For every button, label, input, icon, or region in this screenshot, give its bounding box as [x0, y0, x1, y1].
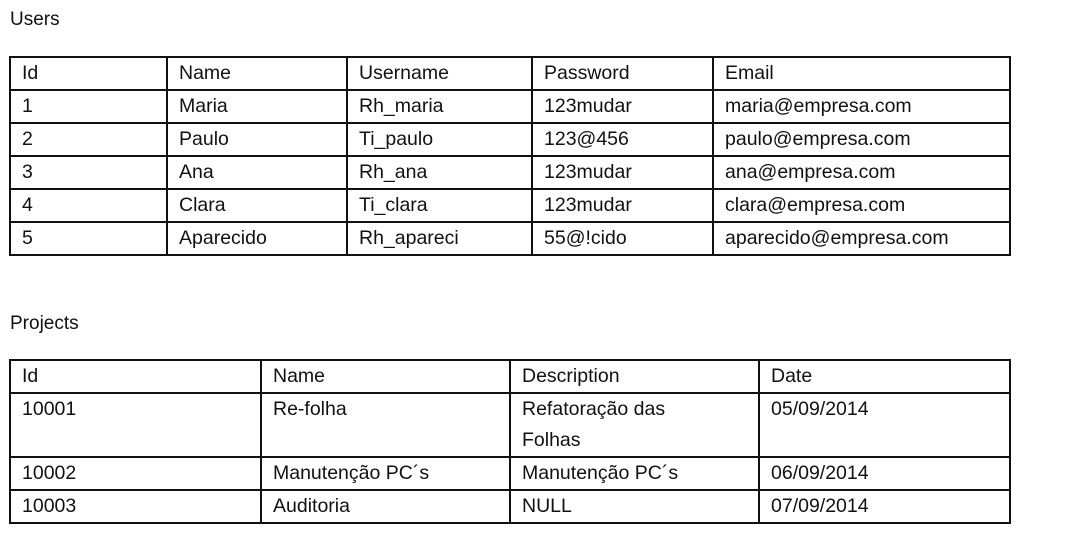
- user-password: 123mudar: [532, 189, 713, 222]
- user-email: paulo@empresa.com: [713, 123, 1010, 156]
- users-header-email: Email: [713, 57, 1010, 90]
- user-name: Maria: [167, 90, 347, 123]
- users-header-username: Username: [347, 57, 532, 90]
- projects-header-row: [10, 360, 1010, 393]
- project-description: NULL: [510, 490, 759, 523]
- table-row: [10, 189, 1010, 222]
- projects-header-name: Name: [261, 360, 510, 393]
- user-email: ana@empresa.com: [713, 156, 1010, 189]
- user-username: Ti_paulo: [347, 123, 532, 156]
- projects-header-description: Description: [510, 360, 759, 393]
- users-header-name: Name: [167, 57, 347, 90]
- user-username: Ti_clara: [347, 189, 532, 222]
- project-id: 10002: [10, 457, 261, 490]
- users-header-password: Password: [532, 57, 713, 90]
- projects-table: [9, 359, 1011, 524]
- user-password: 123@456: [532, 123, 713, 156]
- user-name: Paulo: [167, 123, 347, 156]
- table-row: [10, 156, 1010, 189]
- table-row: [10, 222, 1010, 255]
- project-description: Manutenção PC´s: [510, 457, 759, 490]
- table-row: [10, 457, 1010, 490]
- user-id: 1: [10, 90, 167, 123]
- users-header-row: [10, 57, 1010, 90]
- table-row: [10, 123, 1010, 156]
- user-password: 55@!cido: [532, 222, 713, 255]
- project-date: 05/09/2014: [759, 393, 1010, 457]
- users-header-id: Id: [10, 57, 167, 90]
- user-username: Rh_ana: [347, 156, 532, 189]
- projects-header-id: Id: [10, 360, 261, 393]
- user-name: Aparecido: [167, 222, 347, 255]
- user-password: 123mudar: [532, 156, 713, 189]
- users-table: [9, 56, 1011, 256]
- projects-section-title: Projects: [10, 313, 79, 334]
- user-username: Rh_apareci: [347, 222, 532, 255]
- users-section-title: Users: [10, 9, 60, 30]
- user-email: maria@empresa.com: [713, 90, 1010, 123]
- user-password: 123mudar: [532, 90, 713, 123]
- project-name: Re-folha: [261, 393, 510, 457]
- project-id: 10001: [10, 393, 261, 457]
- user-id: 3: [10, 156, 167, 189]
- user-id: 4: [10, 189, 167, 222]
- user-id: 5: [10, 222, 167, 255]
- table-row: [10, 490, 1010, 523]
- user-email: aparecido@empresa.com: [713, 222, 1010, 255]
- user-name: Clara: [167, 189, 347, 222]
- project-name: Auditoria: [261, 490, 510, 523]
- project-date: 07/09/2014: [759, 490, 1010, 523]
- user-name: Ana: [167, 156, 347, 189]
- user-id: 2: [10, 123, 167, 156]
- projects-header-date: Date: [759, 360, 1010, 393]
- project-date: 06/09/2014: [759, 457, 1010, 490]
- table-row: [10, 393, 1010, 457]
- user-email: clara@empresa.com: [713, 189, 1010, 222]
- project-description: Refatoração das Folhas: [510, 393, 759, 457]
- user-username: Rh_maria: [347, 90, 532, 123]
- table-row: [10, 90, 1010, 123]
- project-id: 10003: [10, 490, 261, 523]
- project-name: Manutenção PC´s: [261, 457, 510, 490]
